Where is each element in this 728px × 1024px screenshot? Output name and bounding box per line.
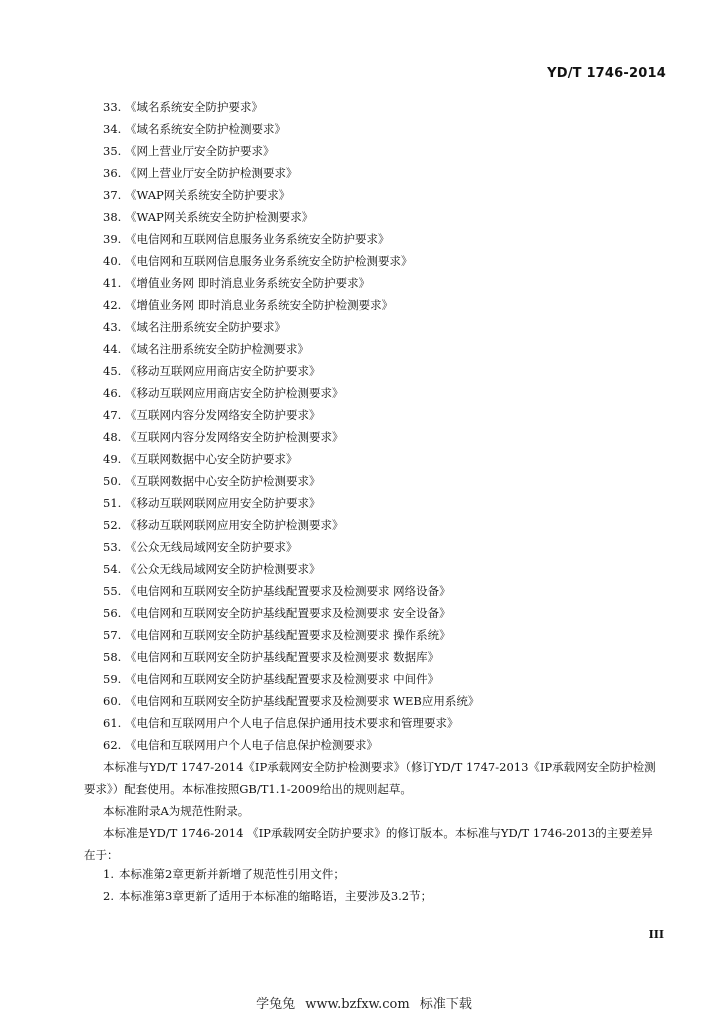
reference-item bbox=[103, 96, 663, 118]
paragraph-text: 本标准与YD/T 1747-2014《IP承载网安全防护检测要求》（修订YD/T 1747-2013《IP承载网安全防护检测要求》）配套使用。本标准按照GB/T1.1-2009给出的规则起草。 bbox=[84, 760, 656, 796]
reference-number: 62. bbox=[103, 738, 122, 752]
reference-item bbox=[103, 338, 663, 360]
reference-title: 《电信网和互联网信息服务业务系统安全防护检测要求》 bbox=[125, 254, 413, 268]
reference-title: 《互联网数据中心安全防护要求》 bbox=[125, 452, 298, 466]
reference-number: 37. bbox=[103, 188, 122, 202]
reference-title: 《电信网和互联网信息服务业务系统安全防护要求》 bbox=[125, 232, 390, 246]
differences-list bbox=[103, 863, 663, 907]
page-number: III bbox=[648, 928, 664, 941]
reference-title: 《电信网和互联网安全防护基线配置要求及检测要求 操作系统》 bbox=[125, 628, 451, 642]
reference-number: 34. bbox=[103, 122, 122, 136]
reference-item bbox=[103, 690, 663, 712]
reference-item bbox=[103, 646, 663, 668]
reference-item bbox=[103, 250, 663, 272]
reference-item bbox=[103, 118, 663, 140]
reference-item bbox=[103, 492, 663, 514]
reference-title: 《域名注册系统安全防护检测要求》 bbox=[125, 342, 309, 356]
reference-item bbox=[103, 360, 663, 382]
reference-item bbox=[103, 426, 663, 448]
reference-number: 43. bbox=[103, 320, 122, 334]
reference-item bbox=[103, 624, 663, 646]
reference-title: 《域名系统安全防护要求》 bbox=[125, 100, 263, 114]
reference-number: 57. bbox=[103, 628, 122, 642]
reference-item bbox=[103, 140, 663, 162]
reference-item bbox=[103, 536, 663, 558]
reference-number: 38. bbox=[103, 210, 122, 224]
paragraph-companion-standard bbox=[84, 756, 664, 800]
reference-number: 49. bbox=[103, 452, 122, 466]
reference-list bbox=[103, 96, 663, 756]
standard-code-header: YD/T 1746-2014 bbox=[547, 66, 666, 81]
watermark-slogan: 标准下载 bbox=[419, 997, 472, 1012]
reference-item bbox=[103, 206, 663, 228]
reference-title: 《网上营业厅安全防护检测要求》 bbox=[125, 166, 298, 180]
reference-item bbox=[103, 470, 663, 492]
watermark-site-name: 学兔兔 bbox=[256, 997, 296, 1012]
reference-item bbox=[103, 558, 663, 580]
reference-title: 《电信网和互联网安全防护基线配置要求及检测要求 网络设备》 bbox=[125, 584, 451, 598]
reference-title: 《移动互联网应用商店安全防护要求》 bbox=[125, 364, 321, 378]
reference-item bbox=[103, 294, 663, 316]
reference-number: 55. bbox=[103, 584, 122, 598]
reference-title: 《公众无线局域网安全防护要求》 bbox=[125, 540, 298, 554]
reference-title: 《电信网和互联网安全防护基线配置要求及检测要求 数据库》 bbox=[125, 650, 440, 664]
reference-number: 59. bbox=[103, 672, 122, 686]
reference-number: 51. bbox=[103, 496, 122, 510]
reference-title: 《增值业务网 即时消息业务系统安全防护要求》 bbox=[125, 276, 371, 290]
reference-title: 《网上营业厅安全防护要求》 bbox=[125, 144, 275, 158]
reference-number: 41. bbox=[103, 276, 122, 290]
reference-title: 《域名系统安全防护检测要求》 bbox=[125, 122, 286, 136]
reference-number: 44. bbox=[103, 342, 122, 356]
reference-number: 45. bbox=[103, 364, 122, 378]
reference-number: 61. bbox=[103, 716, 122, 730]
reference-number: 47. bbox=[103, 408, 122, 422]
reference-number: 46. bbox=[103, 386, 122, 400]
reference-number: 56. bbox=[103, 606, 122, 620]
paragraph-revision bbox=[84, 822, 664, 866]
reference-item bbox=[103, 228, 663, 250]
reference-item bbox=[103, 316, 663, 338]
reference-item bbox=[103, 514, 663, 536]
reference-number: 52. bbox=[103, 518, 122, 532]
reference-number: 33. bbox=[103, 100, 122, 114]
reference-item bbox=[103, 668, 663, 690]
difference-text: 本标准第2章更新并新增了规范性引用文件； bbox=[119, 867, 345, 881]
difference-text: 本标准第3章更新了适用于本标准的缩略语，主要涉及3.2节； bbox=[119, 889, 433, 903]
reference-item bbox=[103, 162, 663, 184]
reference-number: 40. bbox=[103, 254, 122, 268]
reference-title: 《电信网和互联网安全防护基线配置要求及检测要求 中间件》 bbox=[125, 672, 440, 686]
reference-number: 58. bbox=[103, 650, 122, 664]
reference-number: 60. bbox=[103, 694, 122, 708]
difference-item bbox=[103, 885, 663, 907]
watermark bbox=[0, 993, 728, 1012]
reference-item bbox=[103, 580, 663, 602]
paragraph-appendix bbox=[84, 800, 664, 822]
reference-item bbox=[103, 602, 663, 624]
reference-number: 39. bbox=[103, 232, 122, 246]
paragraph-text: 本标准附录A为规范性附录。 bbox=[103, 804, 250, 818]
reference-item bbox=[103, 712, 663, 734]
difference-number: 1. bbox=[103, 867, 114, 881]
difference-item bbox=[103, 863, 663, 885]
difference-number: 2. bbox=[103, 889, 114, 903]
paragraph-text: 本标准是YD/T 1746-2014 《IP承载网安全防护要求》的修订版本。本标准与YD/T 1746-2013的主要差异在于： bbox=[84, 826, 653, 862]
reference-item bbox=[103, 382, 663, 404]
reference-item bbox=[103, 448, 663, 470]
reference-title: 《移动互联网应用商店安全防护检测要求》 bbox=[125, 386, 344, 400]
reference-number: 48. bbox=[103, 430, 122, 444]
reference-title: 《电信和互联网用户个人电子信息保护检测要求》 bbox=[125, 738, 378, 752]
reference-number: 54. bbox=[103, 562, 122, 576]
reference-title: 《电信网和互联网安全防护基线配置要求及检测要求 WEB应用系统》 bbox=[125, 694, 480, 708]
reference-title: 《移动互联网联网应用安全防护要求》 bbox=[125, 496, 321, 510]
reference-title: 《WAP网关系统安全防护要求》 bbox=[125, 188, 291, 202]
reference-number: 35. bbox=[103, 144, 122, 158]
reference-number: 36. bbox=[103, 166, 122, 180]
reference-title: 《公众无线局域网安全防护检测要求》 bbox=[125, 562, 321, 576]
reference-title: 《移动互联网联网应用安全防护检测要求》 bbox=[125, 518, 344, 532]
reference-title: 《互联网数据中心安全防护检测要求》 bbox=[125, 474, 321, 488]
reference-title: 《互联网内容分发网络安全防护要求》 bbox=[125, 408, 321, 422]
reference-title: 《WAP网关系统安全防护检测要求》 bbox=[125, 210, 314, 224]
reference-number: 42. bbox=[103, 298, 122, 312]
reference-item bbox=[103, 272, 663, 294]
reference-number: 50. bbox=[103, 474, 122, 488]
reference-title: 《互联网内容分发网络安全防护检测要求》 bbox=[125, 430, 344, 444]
reference-title: 《电信网和互联网安全防护基线配置要求及检测要求 安全设备》 bbox=[125, 606, 451, 620]
reference-title: 《电信和互联网用户个人电子信息保护通用技术要求和管理要求》 bbox=[125, 716, 459, 730]
reference-title: 《域名注册系统安全防护要求》 bbox=[125, 320, 286, 334]
reference-item bbox=[103, 184, 663, 206]
watermark-url[interactable]: www.bzfxw.com bbox=[305, 997, 410, 1012]
reference-number: 53. bbox=[103, 540, 122, 554]
reference-title: 《增值业务网 即时消息业务系统安全防护检测要求》 bbox=[125, 298, 394, 312]
reference-item bbox=[103, 734, 663, 756]
reference-item bbox=[103, 404, 663, 426]
